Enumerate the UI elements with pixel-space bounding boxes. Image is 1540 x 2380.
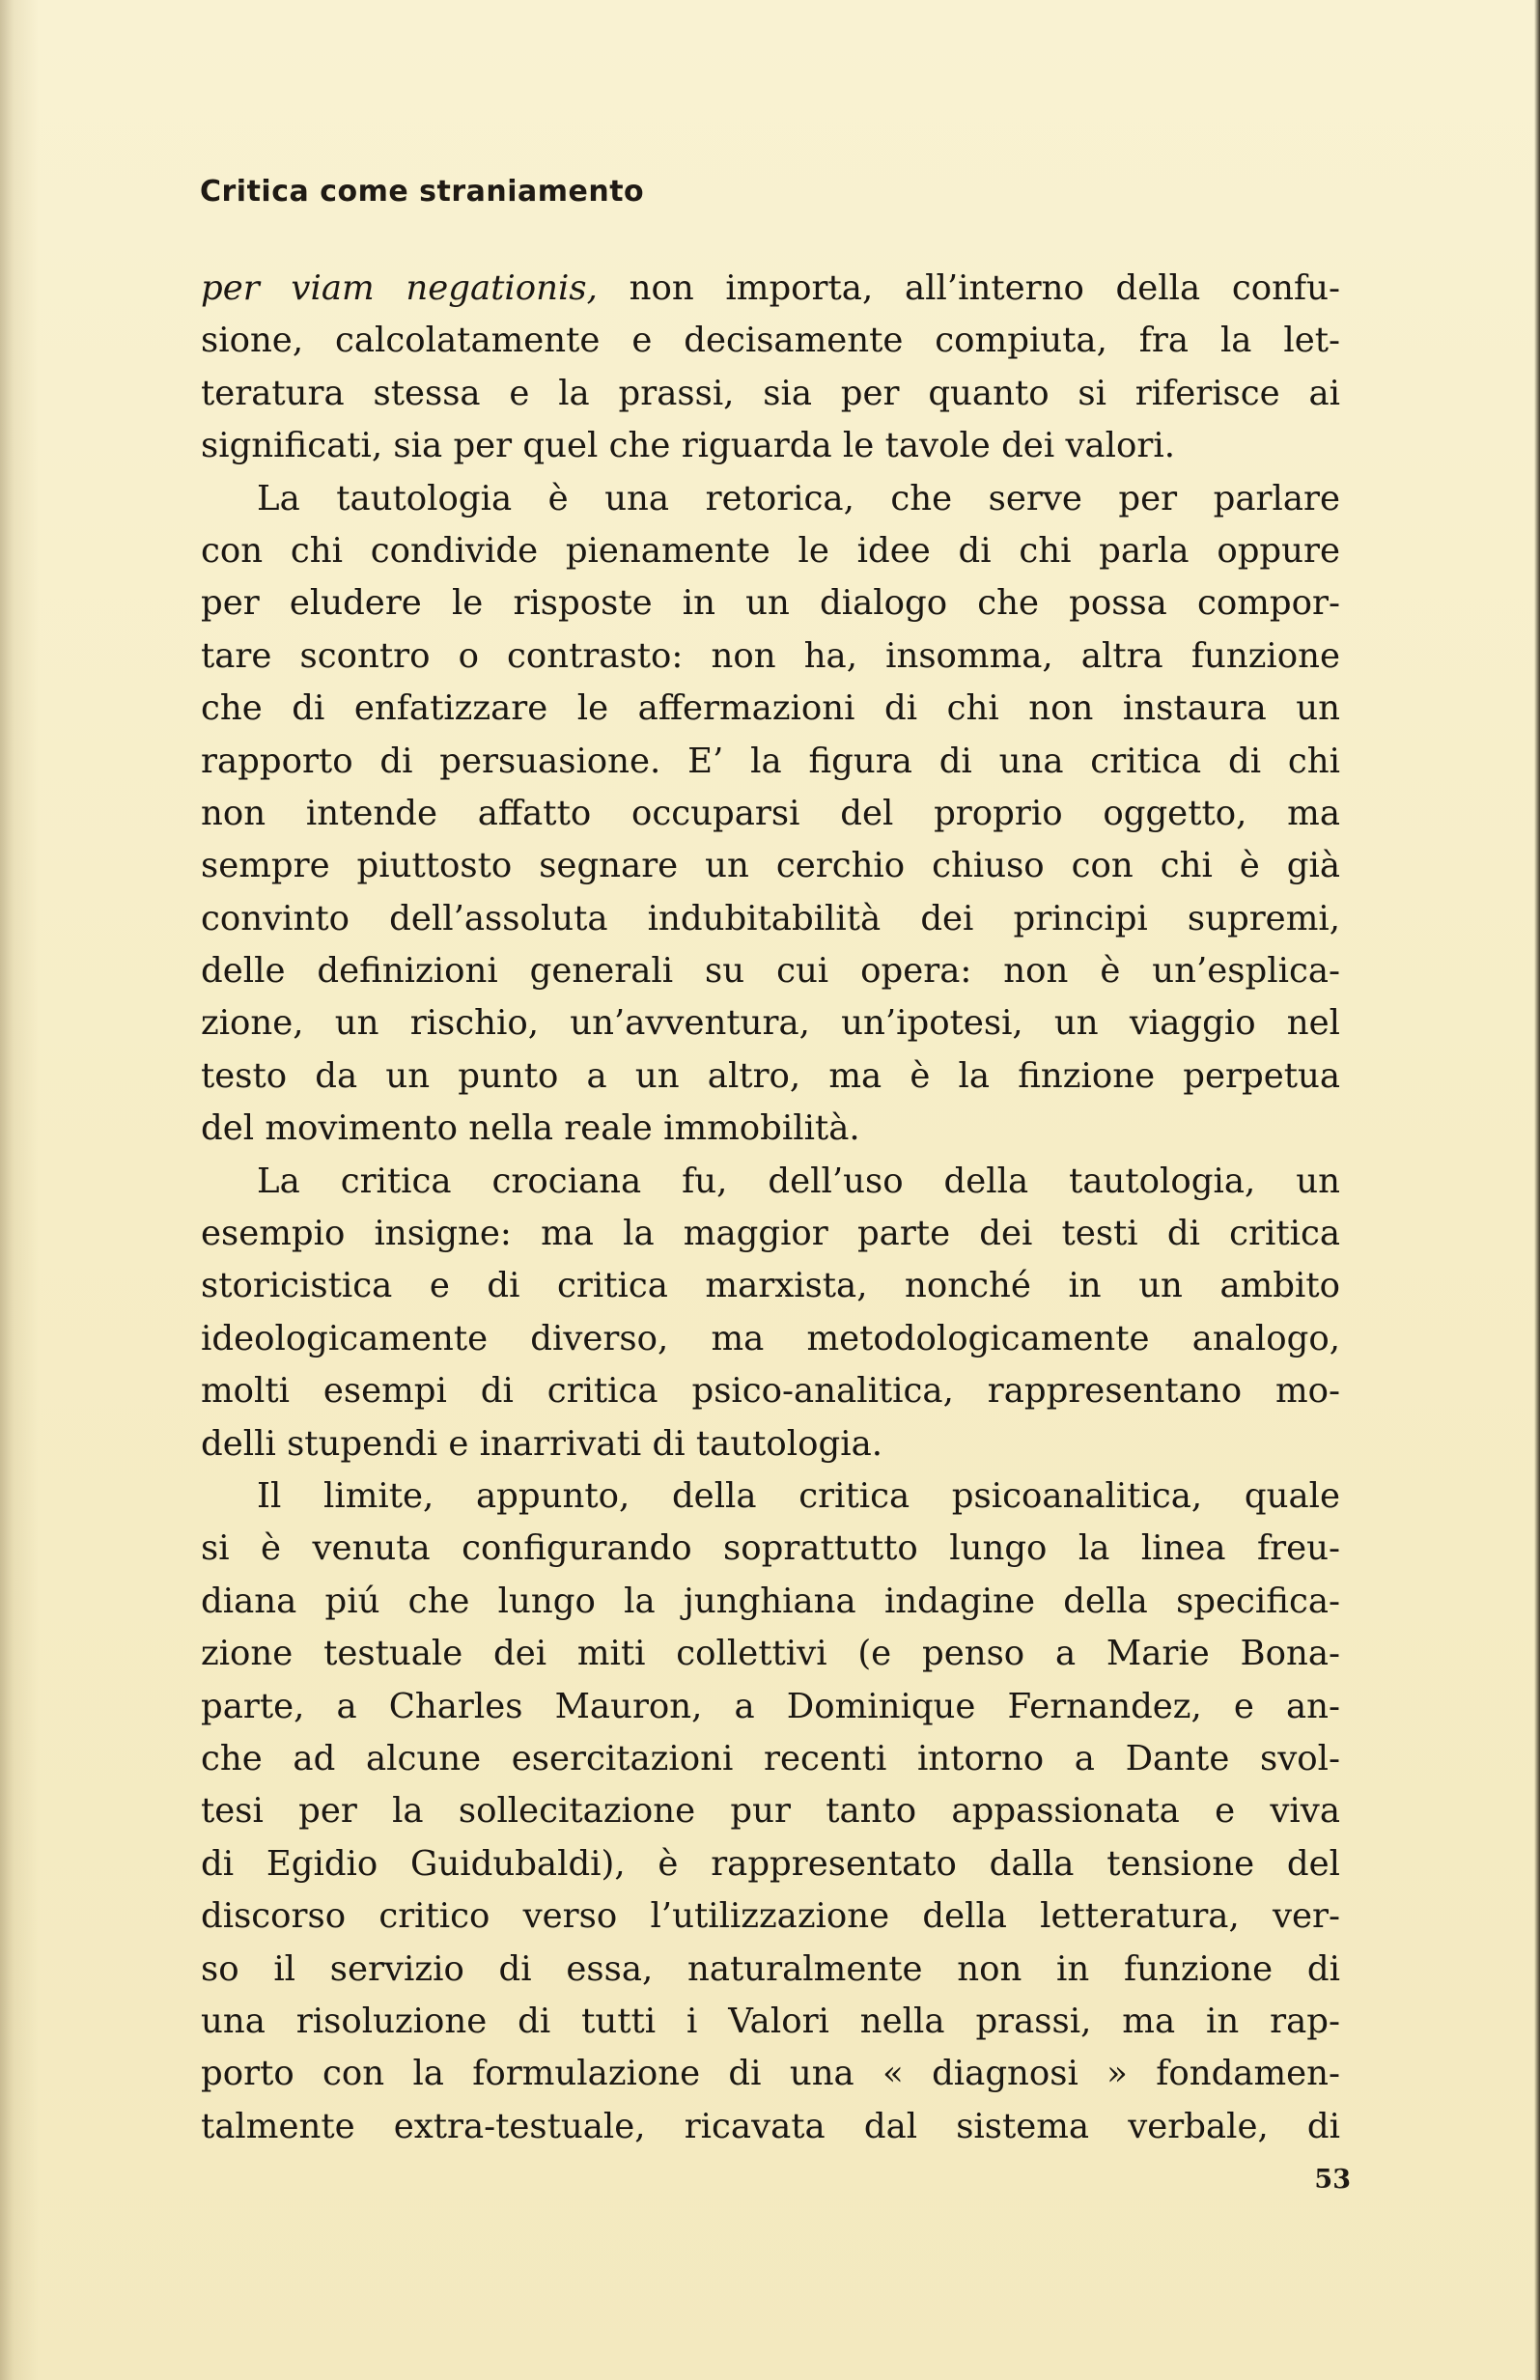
- text-line: convinto dell’assoluta indubitabilità dei principi supremi,: [201, 898, 1340, 938]
- latin-phrase: per viam negationis,: [201, 268, 598, 308]
- text-line: talmente extra-testuale, ricavata dal sistema verbale, di: [201, 2106, 1340, 2146]
- text-line: significati, sia per quel che riguarda le tavole dei valori.: [201, 426, 1176, 466]
- text-line: teratura stessa e la prassi, sia per quanto si riferisce ai: [201, 373, 1340, 413]
- text-line-1: [201, 263, 1340, 315]
- text-line-1-rest: non importa, all’interno della confu-: [597, 268, 1340, 308]
- text-line: rapporto di persuasione. E’ la figura di una critica di chi: [201, 741, 1340, 781]
- text-line: discorso critico verso l’utilizzazione della letteratura, ver-: [201, 1896, 1340, 1937]
- paragraph-start: La tautologia è una retorica, che serve per parlare: [257, 478, 1340, 518]
- text-line: del movimento nella reale immobilità.: [201, 1108, 860, 1149]
- text-line: diana piú che lungo la junghiana indagine della specifica-: [201, 1581, 1340, 1621]
- text-line: storicistica e di critica marxista, nonché in un ambito: [201, 1266, 1340, 1306]
- text-line: zione, un rischio, un’avventura, un’ipotesi, un viaggio nel: [201, 1003, 1340, 1044]
- text-line: tare scontro o contrasto: non ha, insomma, altra funzione: [201, 635, 1340, 676]
- text-line: si è venuta configurando soprattutto lungo la linea freu-: [201, 1528, 1340, 1569]
- text-line: che ad alcune esercitazioni recenti intorno a Dante svol-: [201, 1738, 1340, 1778]
- text-line: porto con la formulazione di una « diagnosi » fondamen-: [201, 2054, 1340, 2094]
- running-header: Critica come straniamento: [200, 175, 645, 209]
- paragraph-start: Il limite, appunto, della critica psicoanalitica, quale: [257, 1475, 1340, 1516]
- text-line: per eludere le risposte in un dialogo che possa compor-: [201, 583, 1340, 624]
- paragraph-start: La critica crociana fu, dell’uso della tautologia, un: [257, 1161, 1340, 1201]
- text-line: non intende affatto occuparsi del proprio oggetto, ma: [201, 793, 1340, 833]
- text-line: una risoluzione di tutti i Valori nella prassi, ma in rap-: [201, 2001, 1340, 2041]
- body-text: [201, 263, 1340, 2153]
- text-line: di Egidio Guidubaldi), è rappresentato dalla tensione del: [201, 1843, 1340, 1884]
- text-line: so il servizio di essa, naturalmente non in funzione di: [201, 1948, 1340, 1989]
- text-line: con chi condivide pienamente le idee di chi parla oppure: [201, 530, 1340, 571]
- text-line: zione testuale dei miti collettivi (e penso a Marie Bona-: [201, 1634, 1340, 1674]
- page-number: 53: [1314, 2165, 1351, 2195]
- text-line: parte, a Charles Mauron, a Dominique Fernandez, e an-: [201, 1686, 1340, 1726]
- text-line: tesi per la sollecitazione pur tanto appassionata e viva: [201, 1791, 1340, 1832]
- text-line: delle definizioni generali su cui opera: non è un’esplica-: [201, 951, 1340, 992]
- text-line: che di enfatizzare le affermazioni di chi non instaura un: [201, 688, 1340, 729]
- text-line: molti esempi di critica psico-analitica, rappresentano mo-: [201, 1371, 1340, 1412]
- text-line: testo da un punto a un altro, ma è la finzione perpetua: [201, 1055, 1340, 1096]
- text-line: sempre piuttosto segnare un cerchio chiuso con chi è già: [201, 846, 1340, 886]
- text-line: esempio insigne: ma la maggior parte dei testi di critica: [201, 1214, 1340, 1254]
- text-line: delli stupendi e inarrivati di tautologia.: [201, 1423, 883, 1464]
- text-line: ideologicamente diverso, ma metodologicamente analogo,: [201, 1318, 1340, 1358]
- page-edge-shadow: [1534, 0, 1540, 2380]
- text-line: sione, calcolatamente e decisamente compiuta, fra la let-: [201, 321, 1340, 361]
